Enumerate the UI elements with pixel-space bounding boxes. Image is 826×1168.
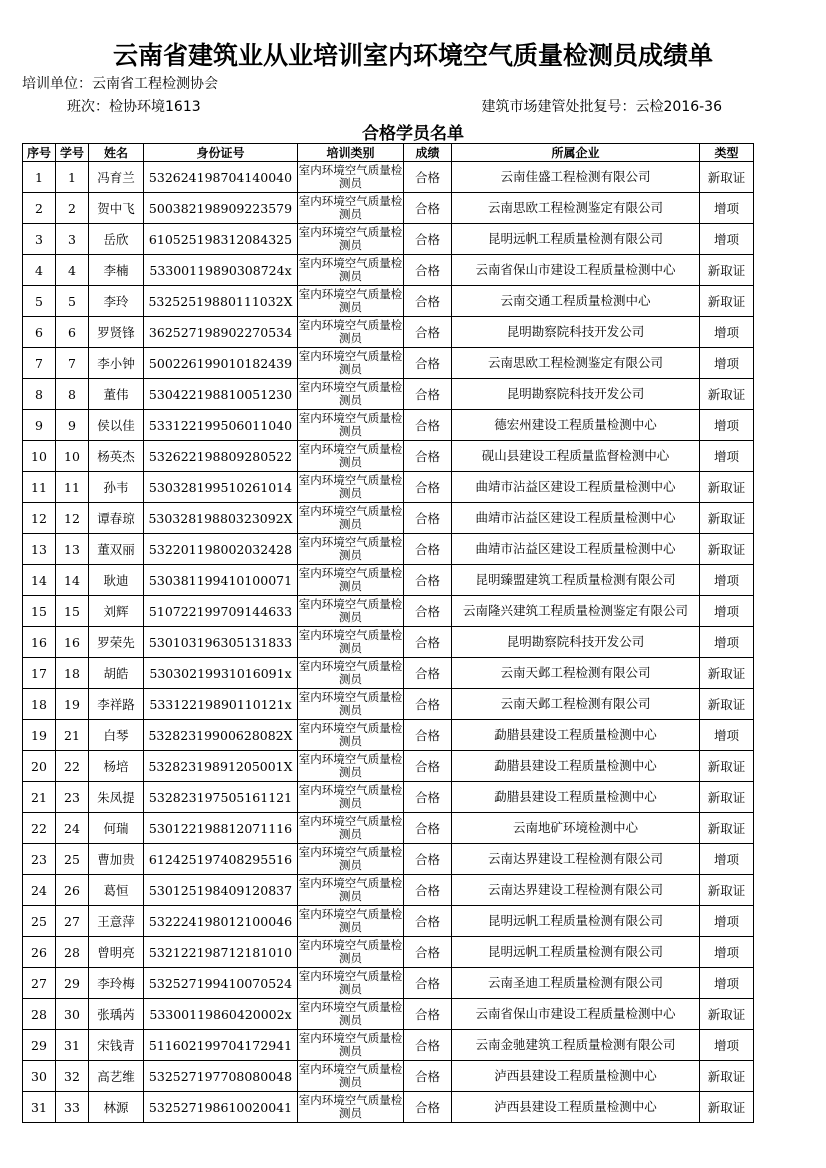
training-category-cell: 室内环境空气质量检测员: [298, 286, 404, 317]
student-id-cell: 8: [56, 379, 89, 410]
table-row: [23, 193, 754, 224]
company-cell: 昆明勘察院科技开发公司: [452, 379, 700, 410]
row-number-cell: 15: [23, 596, 56, 627]
student-id-cell: 12: [56, 503, 89, 534]
column-header: 序号: [23, 144, 56, 162]
name-cell: 冯育兰: [89, 162, 144, 193]
student-id-cell: 18: [56, 658, 89, 689]
type-cell: 新取证: [700, 255, 754, 286]
class-label: 班次：检协环境1613: [67, 99, 201, 115]
row-number-cell: 2: [23, 193, 56, 224]
type-cell: 增项: [700, 441, 754, 472]
type-cell: 增项: [700, 565, 754, 596]
id-card-cell: 530125198409120837: [144, 875, 298, 906]
row-number-cell: 4: [23, 255, 56, 286]
company-cell: 云南圣迪工程质量检测有限公司: [452, 968, 700, 999]
student-id-cell: 27: [56, 906, 89, 937]
table-row: [23, 751, 754, 782]
company-cell: 昆明勘察院科技开发公司: [452, 317, 700, 348]
student-id-cell: 2: [56, 193, 89, 224]
table-row: [23, 1092, 754, 1123]
table-row: [23, 1030, 754, 1061]
company-cell: 云南金驰建筑工程质量检测有限公司: [452, 1030, 700, 1061]
name-cell: 董伟: [89, 379, 144, 410]
table-row: [23, 503, 754, 534]
score-cell: 合格: [404, 596, 452, 627]
column-header: 类型: [700, 144, 754, 162]
table-row: [23, 534, 754, 565]
type-cell: 增项: [700, 906, 754, 937]
row-number-cell: 28: [23, 999, 56, 1030]
id-card-cell: 510722199709144633: [144, 596, 298, 627]
name-cell: 张瑀芮: [89, 999, 144, 1030]
row-number-cell: 26: [23, 937, 56, 968]
table-row: [23, 937, 754, 968]
type-cell: 增项: [700, 1030, 754, 1061]
table-row: [23, 317, 754, 348]
company-cell: 勐腊县建设工程质量检测中心: [452, 751, 700, 782]
name-cell: 曹加贵: [89, 844, 144, 875]
company-cell: 云南达界建设工程检测有限公司: [452, 875, 700, 906]
name-cell: 曾明亮: [89, 937, 144, 968]
type-cell: 增项: [700, 720, 754, 751]
score-cell: 合格: [404, 968, 452, 999]
name-cell: 杨培: [89, 751, 144, 782]
id-card-cell: 532224198012100046: [144, 906, 298, 937]
score-cell: 合格: [404, 348, 452, 379]
company-cell: 曲靖市沾益区建设工程质量检测中心: [452, 472, 700, 503]
student-id-cell: 25: [56, 844, 89, 875]
table-row: [23, 224, 754, 255]
name-cell: 罗荣先: [89, 627, 144, 658]
training-category-cell: 室内环境空气质量检测员: [298, 565, 404, 596]
training-category-cell: 室内环境空气质量检测员: [298, 503, 404, 534]
company-cell: 昆明远帆工程质量检测有限公司: [452, 224, 700, 255]
training-category-cell: 室内环境空气质量检测员: [298, 844, 404, 875]
score-cell: 合格: [404, 565, 452, 596]
training-category-cell: 室内环境空气质量检测员: [298, 813, 404, 844]
score-cell: 合格: [404, 627, 452, 658]
training-category-cell: 室内环境空气质量检测员: [298, 534, 404, 565]
company-cell: 昆明远帆工程质量检测有限公司: [452, 906, 700, 937]
name-cell: 葛恒: [89, 875, 144, 906]
name-cell: 高艺维: [89, 1061, 144, 1092]
company-cell: 泸西县建设工程质量检测中心: [452, 1061, 700, 1092]
training-category-cell: 室内环境空气质量检测员: [298, 162, 404, 193]
table-header-row: [23, 144, 754, 162]
type-cell: 增项: [700, 844, 754, 875]
id-card-cell: 530422198810051230: [144, 379, 298, 410]
row-number-cell: 16: [23, 627, 56, 658]
score-cell: 合格: [404, 255, 452, 286]
document-title: 云南省建筑业从业培训室内环境空气质量检测员成绩单: [112, 41, 713, 70]
id-card-cell: 53282319891205001X: [144, 751, 298, 782]
name-cell: 朱凤提: [89, 782, 144, 813]
score-cell: 合格: [404, 224, 452, 255]
table-row: [23, 689, 754, 720]
name-cell: 胡皓: [89, 658, 144, 689]
id-card-cell: 610525198312084325: [144, 224, 298, 255]
id-card-cell: 532823197505161121: [144, 782, 298, 813]
score-cell: 合格: [404, 844, 452, 875]
id-card-cell: 533122199506011040: [144, 410, 298, 441]
type-cell: 新取证: [700, 813, 754, 844]
table-row: [23, 782, 754, 813]
student-id-cell: 6: [56, 317, 89, 348]
type-cell: 增项: [700, 193, 754, 224]
name-cell: 李玲梅: [89, 968, 144, 999]
row-number-cell: 29: [23, 1030, 56, 1061]
type-cell: 新取证: [700, 534, 754, 565]
id-card-cell: 530103196305131833: [144, 627, 298, 658]
row-number-cell: 25: [23, 906, 56, 937]
table-row: [23, 379, 754, 410]
student-id-cell: 21: [56, 720, 89, 751]
name-cell: 罗贤锋: [89, 317, 144, 348]
type-cell: 增项: [700, 410, 754, 441]
score-cell: 合格: [404, 689, 452, 720]
score-cell: 合格: [404, 1030, 452, 1061]
name-cell: 李小钟: [89, 348, 144, 379]
student-id-cell: 32: [56, 1061, 89, 1092]
student-id-cell: 22: [56, 751, 89, 782]
table-row: [23, 441, 754, 472]
company-cell: 昆明臻盟建筑工程质量检测有限公司: [452, 565, 700, 596]
row-number-cell: 30: [23, 1061, 56, 1092]
id-card-cell: 500382198909223579: [144, 193, 298, 224]
student-id-cell: 16: [56, 627, 89, 658]
score-cell: 合格: [404, 906, 452, 937]
name-cell: 李祥路: [89, 689, 144, 720]
training-category-cell: 室内环境空气质量检测员: [298, 193, 404, 224]
id-card-cell: 53032819880323092X: [144, 503, 298, 534]
type-cell: 新取证: [700, 1061, 754, 1092]
student-id-cell: 26: [56, 875, 89, 906]
row-number-cell: 24: [23, 875, 56, 906]
company-cell: 云南隆兴建筑工程质量检测鉴定有限公司: [452, 596, 700, 627]
company-cell: 云南达界建设工程检测有限公司: [452, 844, 700, 875]
student-id-cell: 10: [56, 441, 89, 472]
row-number-cell: 8: [23, 379, 56, 410]
column-header: 培训类别: [298, 144, 404, 162]
type-cell: 增项: [700, 968, 754, 999]
student-id-cell: 33: [56, 1092, 89, 1123]
company-cell: 云南地矿环境检测中心: [452, 813, 700, 844]
student-id-cell: 13: [56, 534, 89, 565]
results-table: [22, 143, 754, 1123]
table-row: [23, 410, 754, 441]
type-cell: 新取证: [700, 379, 754, 410]
student-id-cell: 11: [56, 472, 89, 503]
score-cell: 合格: [404, 658, 452, 689]
company-cell: 云南省保山市建设工程质量检测中心: [452, 255, 700, 286]
type-cell: 新取证: [700, 286, 754, 317]
company-cell: 曲靖市沾益区建设工程质量检测中心: [452, 534, 700, 565]
table-row: [23, 968, 754, 999]
training-category-cell: 室内环境空气质量检测员: [298, 720, 404, 751]
score-cell: 合格: [404, 503, 452, 534]
name-cell: 耿迪: [89, 565, 144, 596]
training-category-cell: 室内环境空气质量检测员: [298, 937, 404, 968]
row-number-cell: 3: [23, 224, 56, 255]
type-cell: 新取证: [700, 999, 754, 1030]
company-cell: 昆明远帆工程质量检测有限公司: [452, 937, 700, 968]
id-card-cell: 530328199510261014: [144, 472, 298, 503]
name-cell: 宋钱青: [89, 1030, 144, 1061]
table-row: [23, 472, 754, 503]
training-category-cell: 室内环境空气质量检测员: [298, 658, 404, 689]
type-cell: 增项: [700, 627, 754, 658]
score-cell: 合格: [404, 162, 452, 193]
training-category-cell: 室内环境空气质量检测员: [298, 999, 404, 1030]
score-cell: 合格: [404, 379, 452, 410]
name-cell: 孙韦: [89, 472, 144, 503]
training-category-cell: 室内环境空气质量检测员: [298, 472, 404, 503]
id-card-cell: 532527198610020041: [144, 1092, 298, 1123]
training-category-cell: 室内环境空气质量检测员: [298, 317, 404, 348]
score-cell: 合格: [404, 441, 452, 472]
company-cell: 云南佳盛工程检测有限公司: [452, 162, 700, 193]
table-row: [23, 844, 754, 875]
row-number-cell: 18: [23, 689, 56, 720]
row-number-cell: 12: [23, 503, 56, 534]
student-id-cell: 29: [56, 968, 89, 999]
name-cell: 杨英杰: [89, 441, 144, 472]
type-cell: 增项: [700, 596, 754, 627]
training-category-cell: 室内环境空气质量检测员: [298, 627, 404, 658]
table-row: [23, 348, 754, 379]
type-cell: 新取证: [700, 658, 754, 689]
score-cell: 合格: [404, 1061, 452, 1092]
company-cell: 泸西县建设工程质量检测中心: [452, 1092, 700, 1123]
type-cell: 新取证: [700, 689, 754, 720]
score-cell: 合格: [404, 720, 452, 751]
row-number-cell: 14: [23, 565, 56, 596]
company-cell: 云南思欧工程检测鉴定有限公司: [452, 193, 700, 224]
id-card-cell: 532201198002032428: [144, 534, 298, 565]
student-id-cell: 31: [56, 1030, 89, 1061]
score-cell: 合格: [404, 1092, 452, 1123]
type-cell: 新取证: [700, 782, 754, 813]
student-id-cell: 4: [56, 255, 89, 286]
id-card-cell: 532527199410070524: [144, 968, 298, 999]
table-row: [23, 906, 754, 937]
id-card-cell: 532622198809280522: [144, 441, 298, 472]
row-number-cell: 23: [23, 844, 56, 875]
table-row: [23, 255, 754, 286]
name-cell: 董双丽: [89, 534, 144, 565]
name-cell: 李楠: [89, 255, 144, 286]
name-cell: 谭春琼: [89, 503, 144, 534]
score-cell: 合格: [404, 317, 452, 348]
row-number-cell: 1: [23, 162, 56, 193]
id-card-cell: 530122198812071116: [144, 813, 298, 844]
type-cell: 新取证: [700, 751, 754, 782]
student-id-cell: 28: [56, 937, 89, 968]
name-cell: 林源: [89, 1092, 144, 1123]
type-cell: 新取证: [700, 1092, 754, 1123]
company-cell: 砚山县建设工程质量监督检测中心: [452, 441, 700, 472]
type-cell: 新取证: [700, 503, 754, 534]
name-cell: 岳欣: [89, 224, 144, 255]
score-cell: 合格: [404, 193, 452, 224]
score-cell: 合格: [404, 937, 452, 968]
id-card-cell: 53252519880111032X: [144, 286, 298, 317]
score-cell: 合格: [404, 813, 452, 844]
company-cell: 云南天邺工程检测有限公司: [452, 658, 700, 689]
company-cell: 勐腊县建设工程质量检测中心: [452, 782, 700, 813]
approval-number: 建筑市场建管处批复号：云检2016-36: [481, 99, 722, 115]
row-number-cell: 27: [23, 968, 56, 999]
company-cell: 云南天邺工程检测有限公司: [452, 689, 700, 720]
name-cell: 李玲: [89, 286, 144, 317]
score-cell: 合格: [404, 999, 452, 1030]
student-id-cell: 9: [56, 410, 89, 441]
row-number-cell: 19: [23, 720, 56, 751]
student-id-cell: 24: [56, 813, 89, 844]
student-id-cell: 23: [56, 782, 89, 813]
company-cell: 曲靖市沾益区建设工程质量检测中心: [452, 503, 700, 534]
table-row: [23, 596, 754, 627]
score-cell: 合格: [404, 875, 452, 906]
company-cell: 昆明勘察院科技开发公司: [452, 627, 700, 658]
id-card-cell: 362527198902270534: [144, 317, 298, 348]
name-cell: 白琴: [89, 720, 144, 751]
id-card-cell: 532122198712181010: [144, 937, 298, 968]
student-id-cell: 3: [56, 224, 89, 255]
type-cell: 增项: [700, 937, 754, 968]
company-cell: 德宏州建设工程质量检测中心: [452, 410, 700, 441]
row-number-cell: 21: [23, 782, 56, 813]
score-cell: 合格: [404, 751, 452, 782]
training-category-cell: 室内环境空气质量检测员: [298, 906, 404, 937]
score-cell: 合格: [404, 534, 452, 565]
name-cell: 刘辉: [89, 596, 144, 627]
table-row: [23, 627, 754, 658]
student-id-cell: 15: [56, 596, 89, 627]
training-organization: 培训单位：云南省工程检测协会: [22, 76, 218, 92]
row-number-cell: 6: [23, 317, 56, 348]
id-card-cell: 612425197408295516: [144, 844, 298, 875]
score-cell: 合格: [404, 782, 452, 813]
company-cell: 勐腊县建设工程质量检测中心: [452, 720, 700, 751]
company-cell: 云南交通工程质量检测中心: [452, 286, 700, 317]
id-card-cell: 53300119890308724x: [144, 255, 298, 286]
column-header: 身份证号: [144, 144, 298, 162]
type-cell: 增项: [700, 224, 754, 255]
row-number-cell: 10: [23, 441, 56, 472]
id-card-cell: 511602199704172941: [144, 1030, 298, 1061]
table-row: [23, 999, 754, 1030]
name-cell: 贺中飞: [89, 193, 144, 224]
name-cell: 王意萍: [89, 906, 144, 937]
company-cell: 云南思欧工程检测鉴定有限公司: [452, 348, 700, 379]
student-id-cell: 1: [56, 162, 89, 193]
id-card-cell: 532527197708080048: [144, 1061, 298, 1092]
column-header: 成绩: [404, 144, 452, 162]
training-category-cell: 室内环境空气质量检测员: [298, 751, 404, 782]
table-row: [23, 565, 754, 596]
type-cell: 增项: [700, 317, 754, 348]
student-id-cell: 7: [56, 348, 89, 379]
table-row: [23, 813, 754, 844]
row-number-cell: 17: [23, 658, 56, 689]
row-number-cell: 9: [23, 410, 56, 441]
row-number-cell: 31: [23, 1092, 56, 1123]
row-number-cell: 5: [23, 286, 56, 317]
training-category-cell: 室内环境空气质量检测员: [298, 689, 404, 720]
company-cell: 云南省保山市建设工程质量检测中心: [452, 999, 700, 1030]
type-cell: 新取证: [700, 472, 754, 503]
id-card-cell: 53030219931016091x: [144, 658, 298, 689]
training-category-cell: 室内环境空气质量检测员: [298, 1030, 404, 1061]
table-row: [23, 286, 754, 317]
type-cell: 新取证: [700, 875, 754, 906]
row-number-cell: 7: [23, 348, 56, 379]
table-row: [23, 720, 754, 751]
training-category-cell: 室内环境空气质量检测员: [298, 255, 404, 286]
id-card-cell: 532624198704140040: [144, 162, 298, 193]
training-category-cell: 室内环境空气质量检测员: [298, 1092, 404, 1123]
name-cell: 侯以佳: [89, 410, 144, 441]
type-cell: 新取证: [700, 162, 754, 193]
table-row: [23, 658, 754, 689]
training-category-cell: 室内环境空气质量检测员: [298, 410, 404, 441]
table-row: [23, 875, 754, 906]
student-id-cell: 30: [56, 999, 89, 1030]
training-category-cell: 室内环境空气质量检测员: [298, 782, 404, 813]
training-category-cell: 室内环境空气质量检测员: [298, 224, 404, 255]
column-header: 姓名: [89, 144, 144, 162]
column-header: 学号: [56, 144, 89, 162]
training-category-cell: 室内环境空气质量检测员: [298, 875, 404, 906]
score-cell: 合格: [404, 286, 452, 317]
id-card-cell: 53312219890110121x: [144, 689, 298, 720]
training-category-cell: 室内环境空气质量检测员: [298, 441, 404, 472]
row-number-cell: 13: [23, 534, 56, 565]
score-cell: 合格: [404, 410, 452, 441]
row-number-cell: 22: [23, 813, 56, 844]
id-card-cell: 500226199010182439: [144, 348, 298, 379]
table-row: [23, 162, 754, 193]
training-category-cell: 室内环境空气质量检测员: [298, 1061, 404, 1092]
id-card-cell: 530381199410100071: [144, 565, 298, 596]
student-id-cell: 5: [56, 286, 89, 317]
row-number-cell: 11: [23, 472, 56, 503]
training-category-cell: 室内环境空气质量检测员: [298, 348, 404, 379]
id-card-cell: 53300119860420002x: [144, 999, 298, 1030]
training-category-cell: 室内环境空气质量检测员: [298, 968, 404, 999]
row-number-cell: 20: [23, 751, 56, 782]
list-subtitle: 合格学员名单: [362, 124, 464, 144]
column-header: 所属企业: [452, 144, 700, 162]
table-row: [23, 1061, 754, 1092]
id-card-cell: 53282319900628082X: [144, 720, 298, 751]
training-category-cell: 室内环境空气质量检测员: [298, 596, 404, 627]
student-id-cell: 14: [56, 565, 89, 596]
score-cell: 合格: [404, 472, 452, 503]
training-category-cell: 室内环境空气质量检测员: [298, 379, 404, 410]
type-cell: 增项: [700, 348, 754, 379]
student-id-cell: 19: [56, 689, 89, 720]
name-cell: 何瑞: [89, 813, 144, 844]
